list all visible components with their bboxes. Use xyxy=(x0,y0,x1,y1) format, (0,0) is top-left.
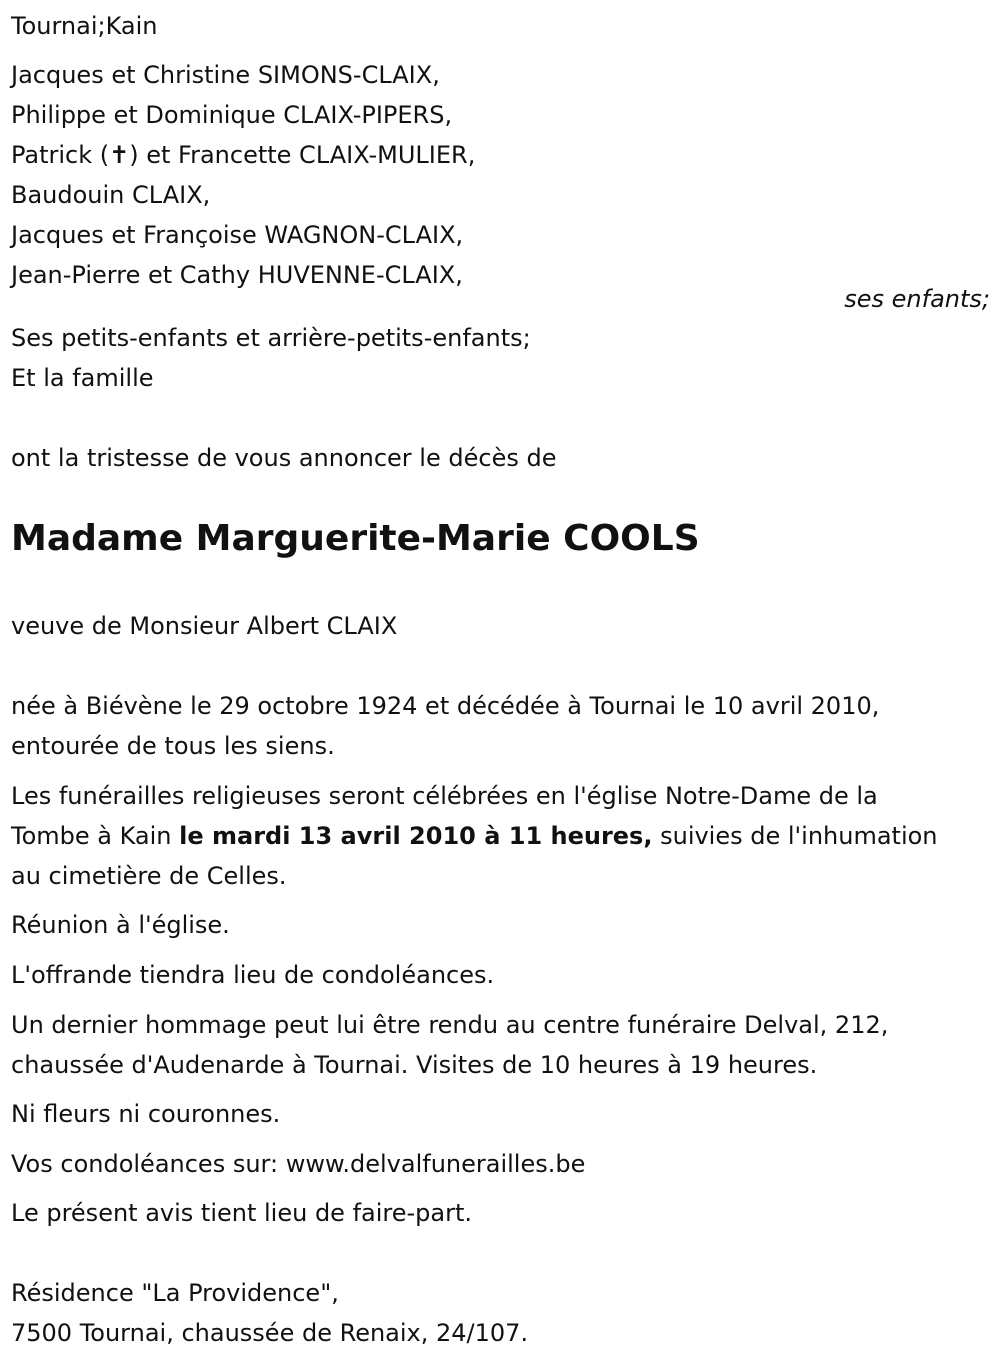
announcement-line: ont la tristesse de vous annoncer le décès de xyxy=(11,444,557,472)
child-line: Jacques et Christine SIMONS-CLAIX, xyxy=(11,61,440,89)
notice-line: Le présent avis tient lieu de faire-part. xyxy=(11,1199,473,1227)
homage-line: Un dernier hommage peut lui être rendu au centre funéraire Delval, 212, xyxy=(11,1011,889,1039)
grandchildren-line: Ses petits-enfants et arrière-petits-enfants; xyxy=(11,324,531,352)
offering-line: L'offrande tiendra lieu de condoléances. xyxy=(11,961,495,989)
funeral-burial: suivies de l'inhumation xyxy=(652,822,938,850)
deceased-name: Madame Marguerite-Marie COOLS xyxy=(11,518,700,559)
location: Tournai;Kain xyxy=(11,12,158,40)
child-line: Baudouin CLAIX, xyxy=(11,181,211,209)
funeral-date: le mardi 13 avril 2010 à 11 heures, xyxy=(179,822,653,850)
meeting-line: Réunion à l'église. xyxy=(11,911,230,939)
no-flowers-line: Ni fleurs ni couronnes. xyxy=(11,1100,281,1128)
birth-death-line: entourée de tous les siens. xyxy=(11,732,335,760)
funeral-place: Tombe à Kain xyxy=(11,822,180,850)
widow-of-line: veuve de Monsieur Albert CLAIX xyxy=(11,612,398,640)
address-line: 7500 Tournai, chaussée de Renaix, 24/107. xyxy=(11,1319,529,1347)
homage-line: chaussée d'Audenarde à Tournai. Visites de 10 heures à 19 heures. xyxy=(11,1051,818,1079)
child-line: Patrick (✝) et Francette CLAIX-MULIER, xyxy=(11,141,476,169)
child-line: Jean-Pierre et Cathy HUVENNE-CLAIX, xyxy=(11,261,463,289)
address-line: Résidence "La Providence", xyxy=(11,1279,339,1307)
condolences-line: Vos condoléances sur: www.delvalfunerailles.be xyxy=(11,1150,586,1178)
children-label: ses enfants; xyxy=(844,285,990,313)
birth-death-line: née à Biévène le 29 octobre 1924 et décédée à Tournai le 10 avril 2010, xyxy=(11,692,880,720)
funeral-date-line xyxy=(11,824,938,848)
child-line: Jacques et Françoise WAGNON-CLAIX, xyxy=(11,221,464,249)
funeral-line: Les funérailles religieuses seront célébrées en l'église Notre-Dame de la xyxy=(11,782,878,810)
child-line: Philippe et Dominique CLAIX-PIPERS, xyxy=(11,101,453,129)
funeral-line: au cimetière de Celles. xyxy=(11,862,287,890)
family-line: Et la famille xyxy=(11,364,154,392)
